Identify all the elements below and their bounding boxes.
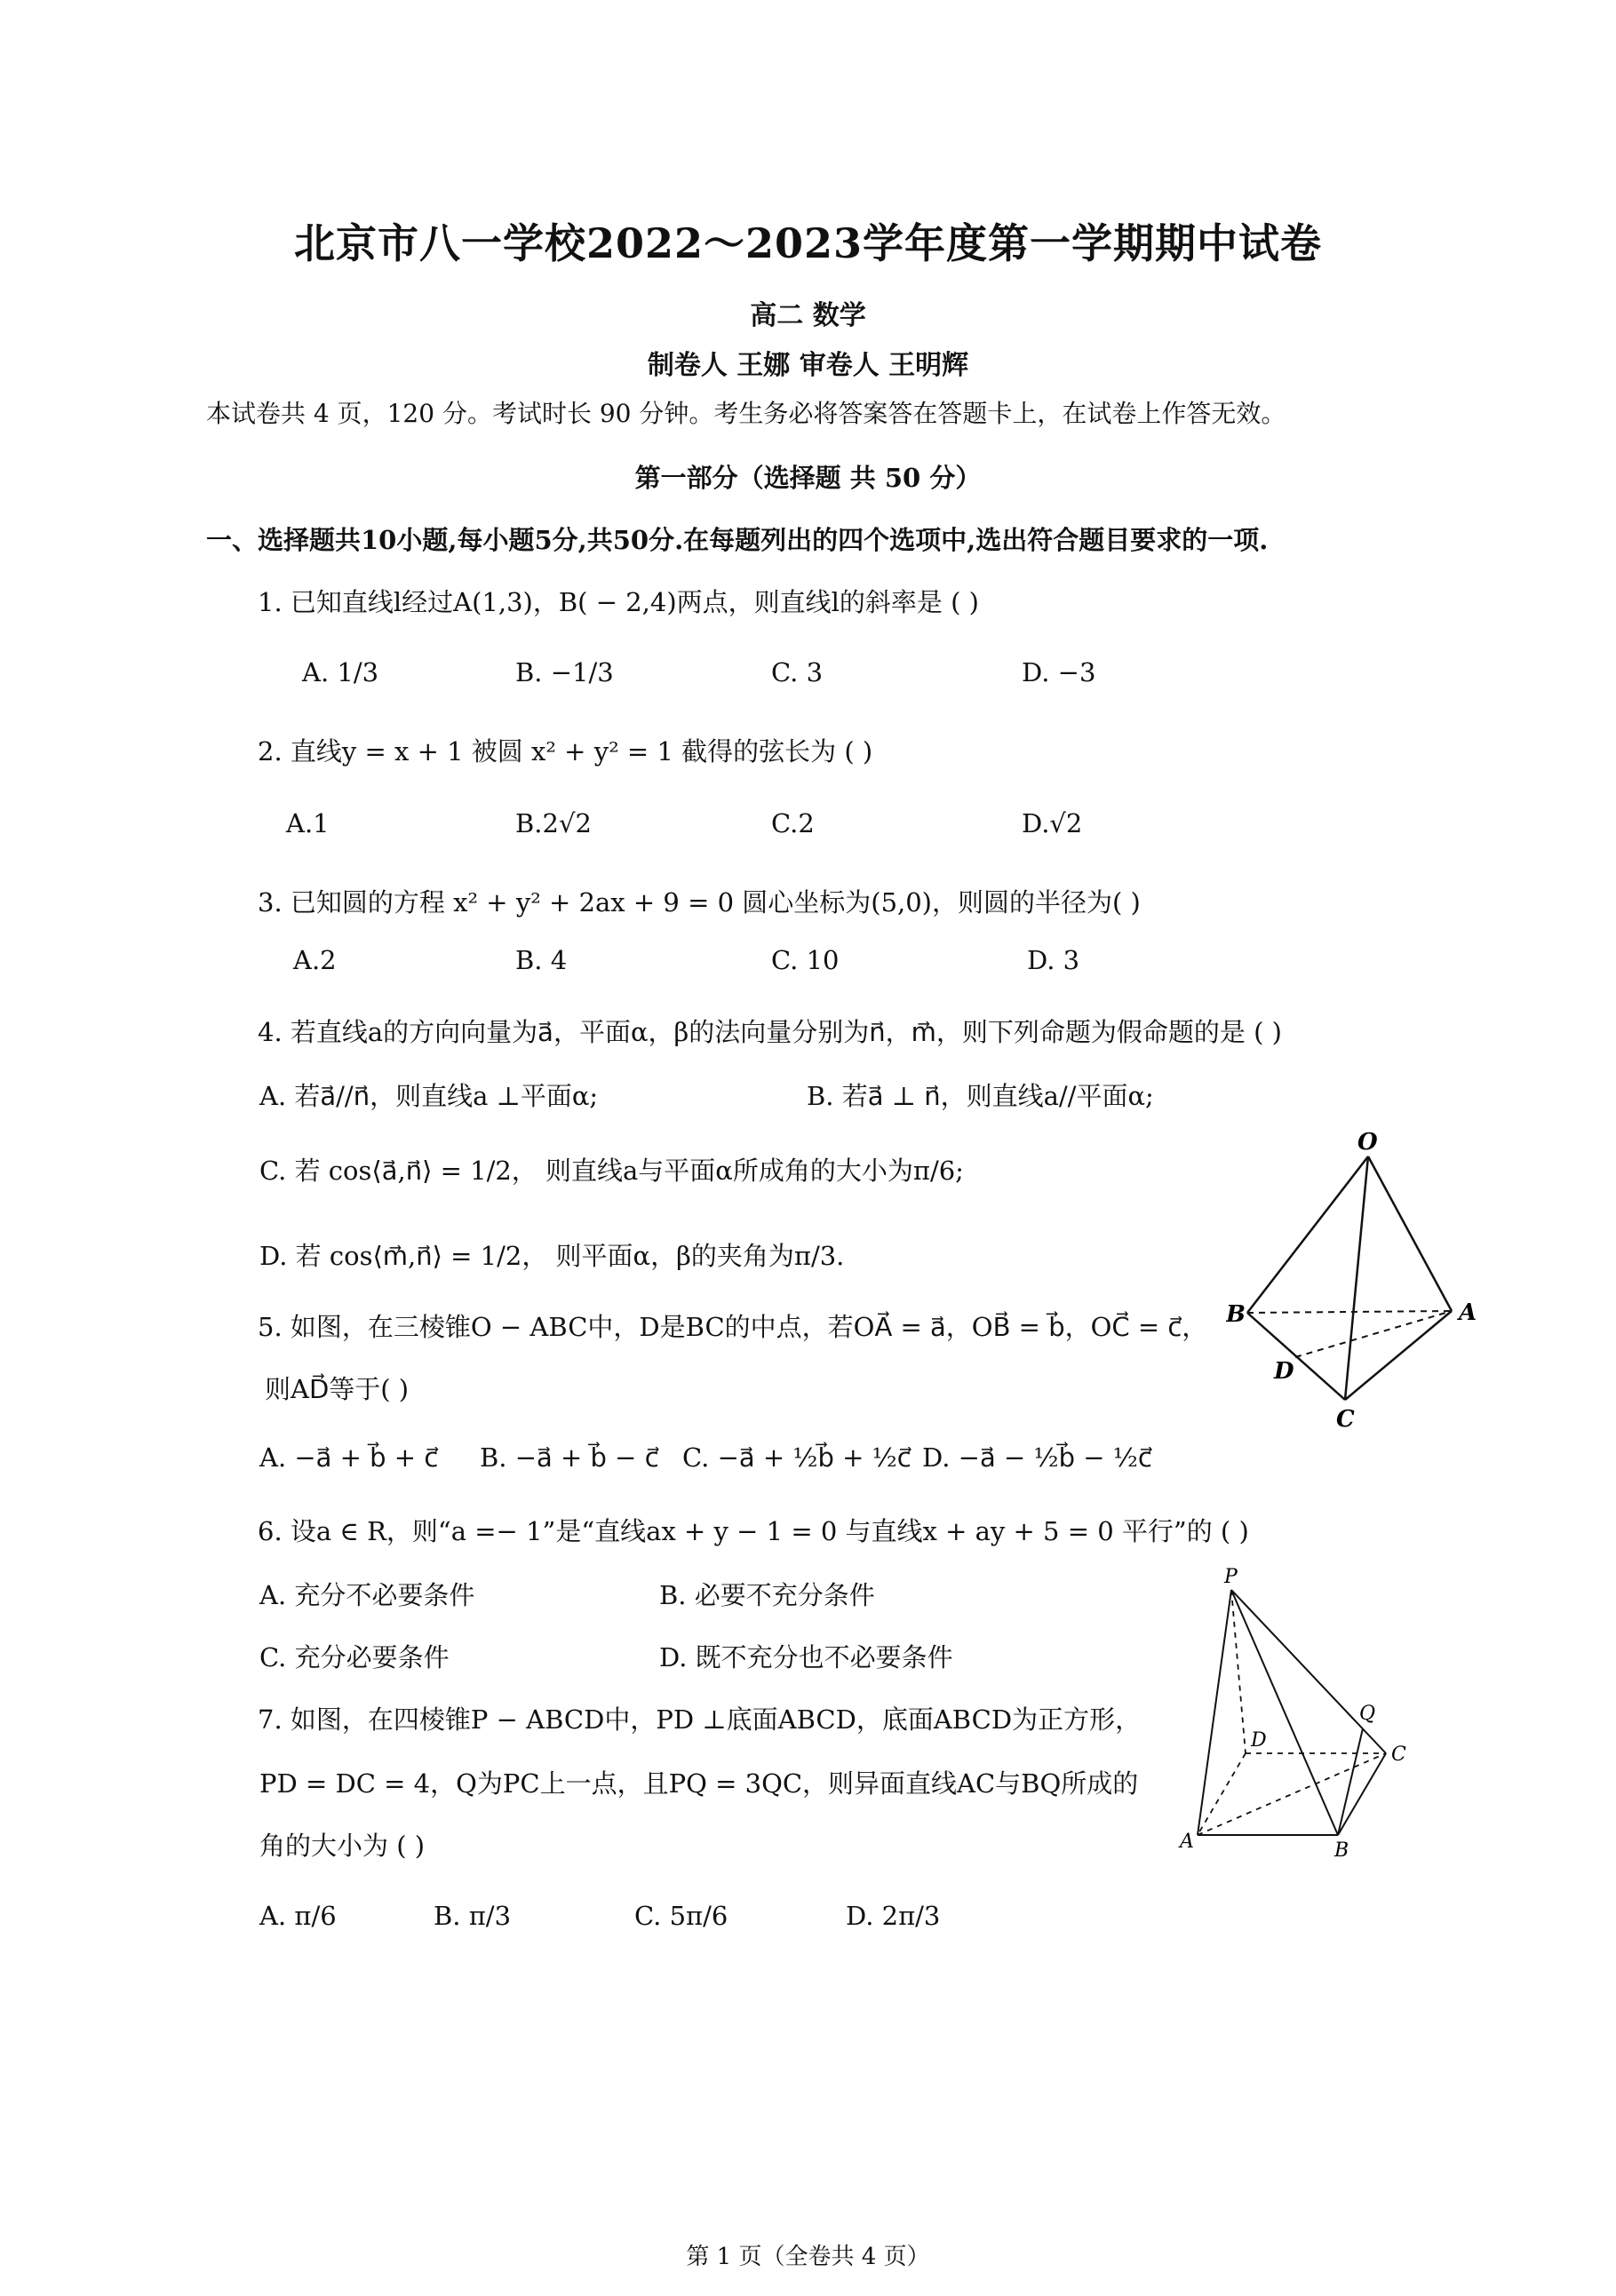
question-6-option-a: A. 充分不必要条件 bbox=[259, 1580, 475, 1610]
figure1-label-b: B bbox=[1226, 1301, 1246, 1328]
figure1-label-o: O bbox=[1357, 1129, 1378, 1156]
question-6-option-d: D. 既不充分也不必要条件 bbox=[659, 1642, 953, 1672]
subject-subtitle: 高二 数学 bbox=[750, 300, 866, 331]
page-title: 北京市八一学校2022～2023学年度第一学期期中试卷 bbox=[293, 219, 1323, 267]
question-7-option-b: B. π/3 bbox=[434, 1901, 512, 1931]
question-3-stem: 3. 已知圆的方程 x² + y² + 2ax + 9 = 0 圆心坐标为(5,0)，则圆的半径为( ) bbox=[258, 887, 1141, 918]
figure2-label-p: P bbox=[1224, 1566, 1238, 1588]
exam-notice: 本试卷共 4 页，120 分。考试时长 90 分钟。考生务必将答案答在答题卡上，在试卷上作答无效。 bbox=[206, 399, 1286, 428]
question-7-option-d: D. 2π/3 bbox=[846, 1901, 941, 1931]
question-5-option-d: D. −a⃗ − ½b⃗ − ½c⃗ bbox=[922, 1442, 1152, 1473]
question-5-option-c: C. −a⃗ + ½b⃗ + ½c⃗ bbox=[682, 1442, 911, 1473]
question-4-option-c: C. 若 cos⟨a⃗,n⃗⟩ = 1/2， 则直线a与平面α所成角的大小为π/6; bbox=[259, 1156, 964, 1186]
figure1-label-a: A bbox=[1459, 1299, 1477, 1326]
question-3-option-c: C. 10 bbox=[771, 945, 840, 975]
question-4-option-b: B. 若a⃗ ⊥ n⃗，则直线a//平面α; bbox=[807, 1081, 1154, 1111]
figure1-label-c: C bbox=[1336, 1406, 1355, 1433]
question-2-option-a: A.1 bbox=[286, 808, 330, 838]
figure2-label-c: C bbox=[1391, 1744, 1406, 1766]
question-7-stem-continued: PD = DC = 4，Q为PC上一点，且PQ = 3QC，则异面直线AC与BQ所成的 bbox=[259, 1768, 1139, 1799]
page-footer: 第 1 页（全卷共 4 页） bbox=[686, 2244, 930, 2270]
question-6-option-c: C. 充分必要条件 bbox=[259, 1642, 450, 1672]
question-4-option-d: D. 若 cos⟨m⃗,n⃗⟩ = 1/2， 则平面α，β的夹角为π/3. bbox=[259, 1241, 845, 1271]
question-3-option-d: D. 3 bbox=[1027, 945, 1080, 975]
question-7-stem: 7. 如图，在四棱锥P − ABCD中，PD ⊥底面ABCD，底面ABCD为正方形， bbox=[258, 1704, 1142, 1735]
question-3-option-b: B. 4 bbox=[515, 945, 568, 975]
question-4-option-a: A. 若a⃗//n⃗，则直线a ⊥平面α; bbox=[259, 1081, 599, 1111]
question-2-stem: 2. 直线y = x + 1 被圆 x² + y² = 1 截得的弦长为 ( ) bbox=[258, 736, 873, 767]
part-title: 第一部分（选择题 共 50 分） bbox=[634, 463, 982, 493]
authors-line: 制卷人 王娜 审卷人 王明辉 bbox=[647, 350, 969, 381]
question-1-option-a: A. 1/3 bbox=[302, 657, 379, 687]
question-2-option-d: D.√2 bbox=[1022, 808, 1083, 838]
question-5-stem-continued: 则AD⃗等于( ) bbox=[265, 1374, 410, 1404]
figure2-label-d: D bbox=[1251, 1729, 1267, 1752]
figure2-label-b: B bbox=[1334, 1839, 1349, 1862]
question-5-option-a: A. −a⃗ + b⃗ + c⃗ bbox=[259, 1442, 439, 1473]
question-2-option-c: C.2 bbox=[771, 808, 815, 838]
figure2-label-q: Q bbox=[1359, 1703, 1376, 1725]
question-5-stem: 5. 如图，在三棱锥O − ABC中，D是BC的中点，若OA⃗ = a⃗，OB⃗ = b⃗，OC⃗ = c⃗， bbox=[258, 1312, 1208, 1342]
question-2-option-b: B.2√2 bbox=[515, 808, 592, 838]
pyramid-figure-pabcd bbox=[1173, 1563, 1439, 1865]
question-3-option-a: A.2 bbox=[293, 945, 337, 975]
question-1-option-d: D. −3 bbox=[1022, 657, 1096, 687]
question-7-stem-continued-2: 角的大小为 ( ) bbox=[259, 1831, 426, 1861]
question-1-option-b: B. −1/3 bbox=[515, 657, 614, 687]
question-1-option-c: C. 3 bbox=[771, 657, 824, 687]
question-4-stem: 4. 若直线a的方向向量为a⃗，平面α，β的法向量分别为n⃗，m⃗，则下列命题为假命题的是 ( ) bbox=[258, 1017, 1282, 1047]
pyramid-figure-oabc bbox=[1226, 1119, 1493, 1439]
question-7-option-a: A. π/6 bbox=[259, 1901, 337, 1931]
section-instructions: 一、选择题共10小题,每小题5分,共50分.在每题列出的四个选项中,选出符合题目要求的一项. bbox=[206, 525, 1269, 555]
question-5-option-b: B. −a⃗ + b⃗ − c⃗ bbox=[480, 1442, 659, 1473]
question-1-stem: 1. 已知直线l经过A(1,3)，B( − 2,4)两点，则直线l的斜率是 ( ) bbox=[258, 587, 979, 617]
figure1-label-d: D bbox=[1274, 1358, 1294, 1385]
figure2-label-a: A bbox=[1180, 1831, 1194, 1853]
question-7-option-c: C. 5π/6 bbox=[634, 1901, 728, 1931]
question-6-stem: 6. 设a ∈ R，则“a =− 1”是“直线ax + y − 1 = 0 与直线x + ay + 5 = 0 平行”的 ( ) bbox=[258, 1516, 1249, 1546]
question-6-option-b: B. 必要不充分条件 bbox=[659, 1580, 875, 1610]
